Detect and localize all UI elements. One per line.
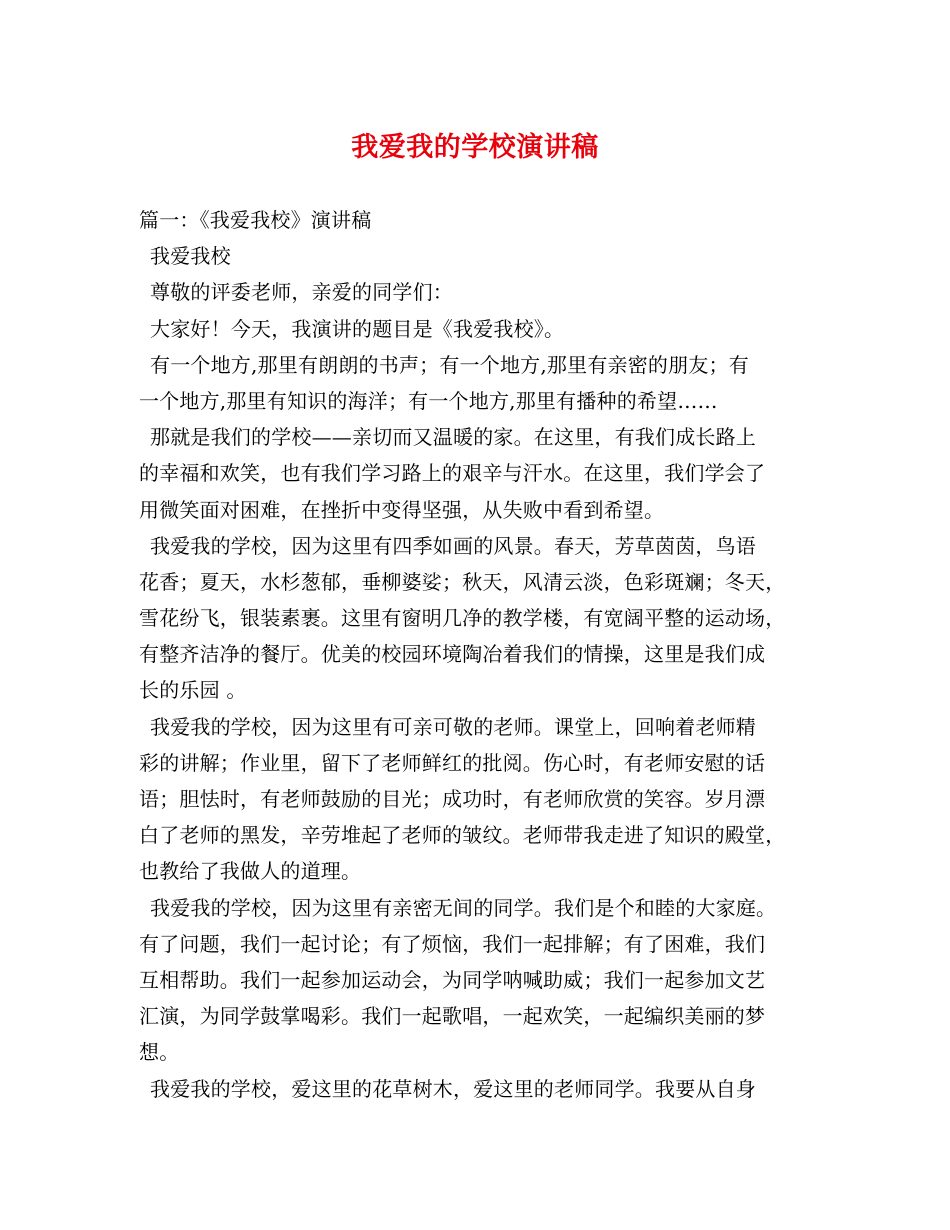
text-line: 我爱我校 — [150, 244, 231, 269]
text-line: 彩的讲解；作业里，留下了老师鲜红的批阅。伤心时，有老师安慰的话 — [139, 750, 766, 775]
text-line: 大家好！今天，我演讲的题目是《我爱我校》。 — [150, 316, 565, 341]
text-line: 有了问题，我们一起讨论；有了烦恼，我们一起排解；有了困难，我们 — [139, 931, 766, 956]
document-body — [139, 202, 829, 1107]
text-line: 的幸福和欢笑，也有我们学习路上的艰辛与汗水。在这里，我们学会了 — [139, 461, 766, 486]
text-line: 白了老师的黑发，辛劳堆起了老师的皱纹。老师带我走进了知识的殿堂， — [139, 823, 786, 848]
text-line: 尊敬的评委老师，亲爱的同学们： — [150, 280, 453, 305]
text-line: 雪花纷飞，银装素裹。这里有窗明几净的教学楼，有宽阔平整的运动场， — [139, 606, 786, 631]
text-line: 我爱我的学校，因为这里有可亲可敬的老师。课堂上，回响着老师精 — [150, 714, 756, 739]
text-line: 互相帮助。我们一起参加运动会，为同学呐喊助威；我们一起参加文艺 — [139, 967, 766, 992]
text-line: 语；胆怯时，有老师鼓励的目光；成功时，有老师欣赏的笑容。岁月漂 — [139, 787, 766, 811]
text-line: 长的乐园 。 — [139, 678, 247, 703]
text-line: 有整齐洁净的餐厅。优美的校园环境陶冶着我们的情操，这里是我们成 — [139, 642, 766, 667]
text-line: 汇演，为同学鼓掌喝彩。我们一起歌唱，一起欢笑，一起编织美丽的梦 — [139, 1004, 766, 1029]
text-line: 我爱我的学校，因为这里有四季如画的风景。春天，芳草茵茵，鸟语 — [150, 533, 756, 558]
text-line: 那就是我们的学校——亲切而又温暖的家。在这里，有我们成长路上 — [150, 425, 756, 450]
text-line: 想。 — [139, 1040, 180, 1065]
heading-line: 篇一：《我爱我校》演讲稿 — [139, 208, 372, 232]
document-title: 我爱我的学校演讲稿 — [351, 132, 599, 163]
text-line: 也教给了我做人的道理。 — [139, 859, 362, 884]
text-line: 用微笑面对困难，在挫折中变得坚强，从失败中看到希望。 — [139, 497, 665, 522]
text-line: 有一个地方,那里有朗朗的书声；有一个地方,那里有亲密的朋友；有 — [150, 352, 749, 377]
text-line: 花香；夏天，水杉葱郁，垂柳婆娑；秋天，风清云淡，色彩斑斓；冬天， — [139, 569, 786, 594]
text-line: 一个地方,那里有知识的海洋；有一个地方,那里有播种的希望…… — [139, 388, 718, 413]
text-line: 我爱我的学校，爱这里的花草树木，爱这里的老师同学。我要从自身 — [150, 1076, 756, 1101]
text-line: 我爱我的学校，因为这里有亲密无间的同学。我们是个和睦的大家庭。 — [150, 895, 777, 920]
